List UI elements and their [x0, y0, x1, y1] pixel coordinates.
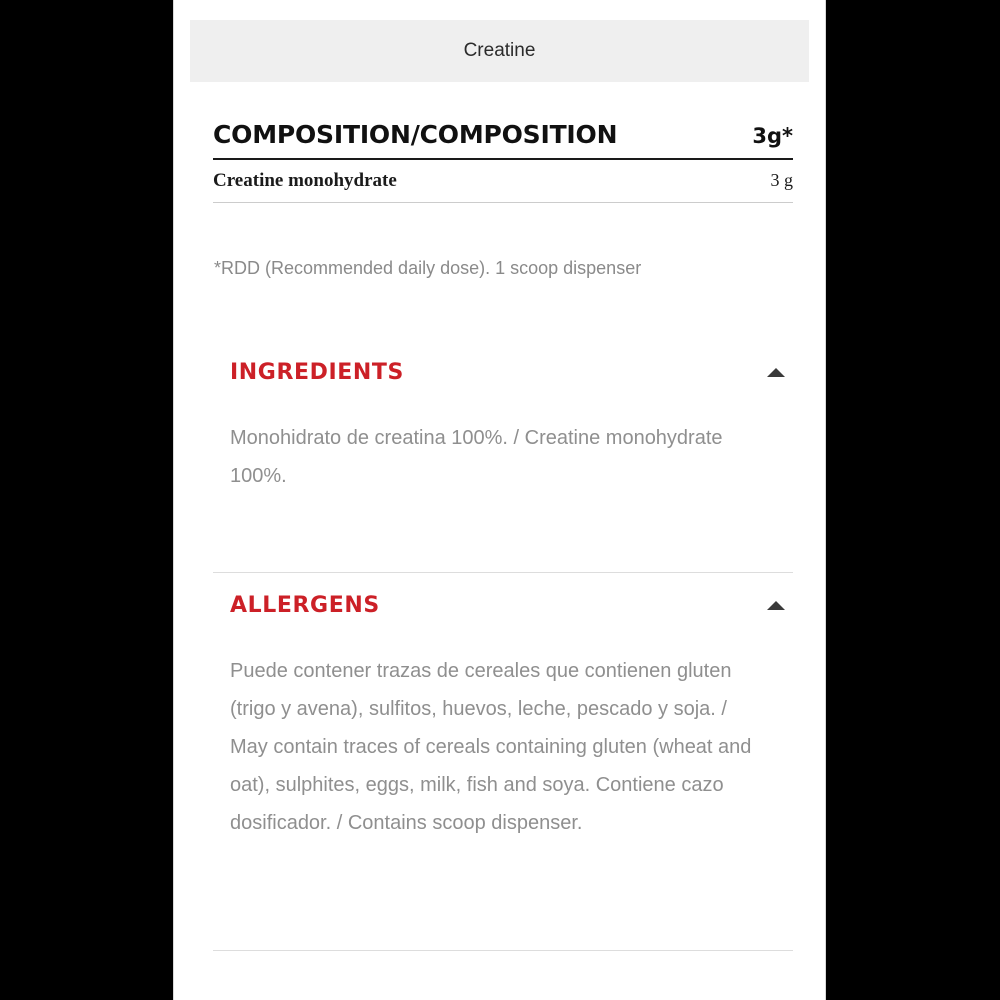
accordion-header-ingredients[interactable] — [230, 360, 793, 389]
caret-up-icon[interactable] — [767, 601, 785, 610]
composition-row-label: Creatine monohydrate — [213, 170, 397, 191]
composition-row-value: 3 g — [770, 170, 793, 190]
panel-inner — [190, 10, 809, 990]
section-divider — [213, 572, 793, 573]
product-title-bar — [190, 20, 809, 82]
composition-table-header — [213, 120, 793, 160]
product-info-panel — [173, 0, 826, 1000]
accordion-section-allergens — [230, 593, 793, 842]
accordion-body-ingredients: Monohidrato de creatina 100%. / Creatine monohydrate 100%. — [230, 427, 723, 487]
accordion-section-ingredients — [230, 360, 793, 495]
caret-up-icon[interactable] — [767, 368, 785, 377]
composition-footnote: *RDD (Recommended daily dose). 1 scoop dispenser — [214, 258, 642, 278]
composition-header-value: 3g* — [752, 124, 793, 148]
page-title: Creatine — [463, 40, 536, 61]
composition-table — [213, 120, 793, 203]
section-divider — [213, 950, 793, 951]
accordion-title-ingredients: INGREDIENTS — [230, 360, 404, 385]
table-row — [213, 160, 793, 203]
accordion-title-allergens: ALLERGENS — [230, 593, 380, 618]
accordion-body-allergens: Puede contener trazas de cereales que contienen gluten (trigo y avena), sulfitos, huevos, leche, pescado y soja. / May contain traces of cereals containing gluten (wheat and oat), sulphites, eggs, milk, fish and soya. Contiene cazo dosificador. / Contains scoop dispenser. — [230, 660, 752, 834]
composition-header-label: COMPOSITION/COMPOSITION — [213, 120, 618, 149]
accordion-header-allergens[interactable] — [230, 593, 793, 622]
